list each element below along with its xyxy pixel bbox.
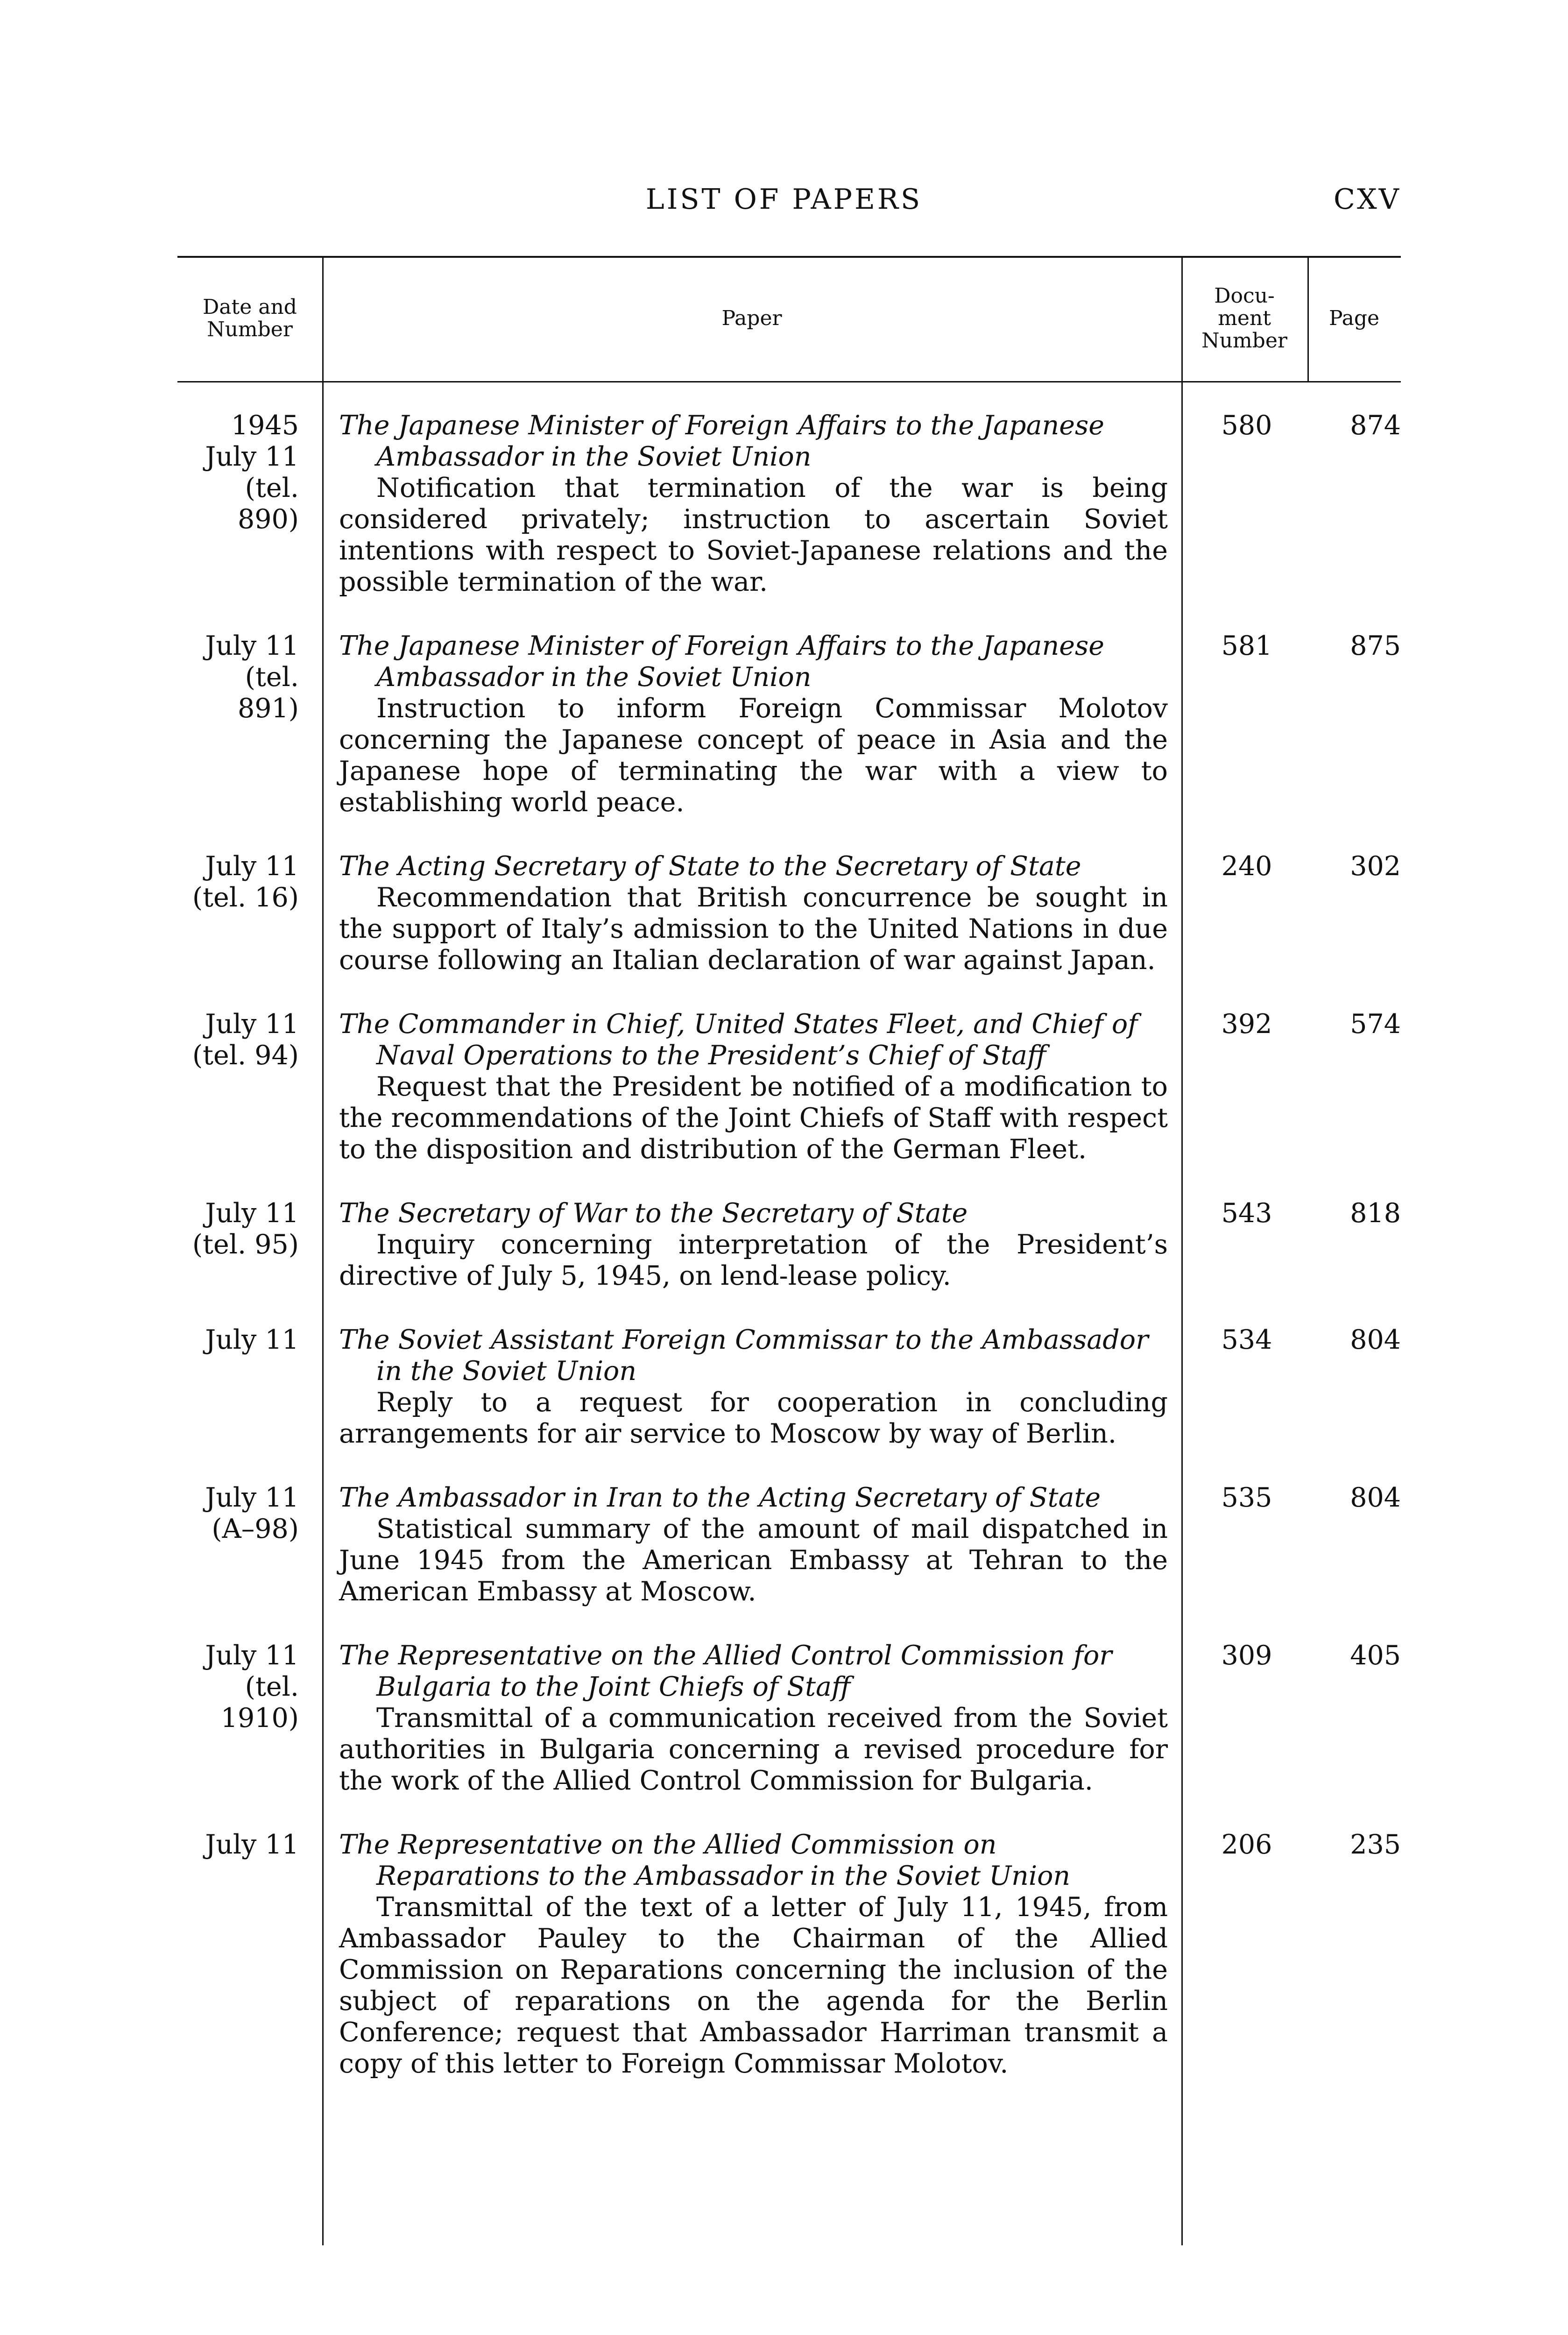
page-cell: 405 [1350, 1640, 1401, 1671]
document-number-cell: 535 [1221, 1482, 1272, 1513]
paper-summary: Transmittal of the text of a letter of July 11, 1945, from Ambassador Pauley to the Chairman of the Allied Commission on Reparations concerning the inclusion of the subject of reparations on the agenda for the Berlin Conference; request that Ambassador Harriman transmit a copy of this letter to Foreign Commissar Molotov. [339, 1892, 1168, 2079]
paper-title: The Commander in Chief, United States Fleet, and Chief of Naval Operations to the President’s Chief of Staff [339, 1009, 1138, 1071]
table-body [177, 410, 1401, 2112]
page-cell: 874 [1350, 410, 1401, 441]
table-row [177, 1198, 1401, 1292]
page-cell: 574 [1350, 1009, 1401, 1040]
paper-summary: Inquiry concerning interpretation of the President’s directive of July 5, 1945, on lend-lease policy. [339, 1229, 1168, 1291]
paper-cell [339, 1482, 1168, 1607]
list-of-papers-table [177, 256, 1401, 2245]
table-row [177, 1482, 1401, 1607]
paper-cell [339, 1324, 1168, 1450]
paper-title: The Japanese Minister of Foreign Affairs to the Japanese Ambassador in the Soviet Union [339, 630, 1104, 693]
table-row [177, 851, 1401, 976]
paper-cell [339, 851, 1168, 976]
paper-summary: Request that the President be notified of a modification to the recommendations of the Joint Chiefs of Staff with respect to the disposition and distribution of the German Fleet. [339, 1071, 1168, 1165]
paper-title: The Japanese Minister of Foreign Affairs to the Japanese Ambassador in the Soviet Union [339, 410, 1104, 472]
column-header-page: Page [1328, 306, 1380, 330]
paper-summary: Statistical summary of the amount of mail dispatched in June 1945 from the American Embassy at Tehran to the American Embassy at Moscow. [339, 1514, 1168, 1607]
page-header [0, 183, 1568, 225]
date-number-cell: July 11 (tel. 1910) [205, 1640, 299, 1734]
page-number: CXV [1334, 183, 1401, 216]
paper-title: The Ambassador in Iran to the Acting Secretary of State [339, 1482, 1101, 1513]
document-number-cell: 240 [1221, 851, 1272, 882]
paper-summary: Notification that termination of the war is being considered privately; instruction to ascertain Soviet intentions with respect to Soviet-Japanese relations and the possible termination of the war. [339, 473, 1168, 597]
document-number-cell: 392 [1221, 1009, 1272, 1040]
table-row [177, 1009, 1401, 1165]
paper-cell [339, 410, 1168, 598]
date-number-cell: July 11 (tel. 16) [192, 851, 299, 913]
table-row [177, 1640, 1401, 1797]
table-row [177, 1829, 1401, 2080]
paper-cell [339, 1829, 1168, 2080]
paper-summary: Instruction to inform Foreign Commissar Molotov concerning the Japanese concept of peace in Asia and the Japanese hope of terminating the war with a view to establishing world peace. [339, 693, 1168, 818]
page-cell: 818 [1350, 1198, 1401, 1229]
paper-title: The Soviet Assistant Foreign Commissar to the Ambassador in the Soviet Union [339, 1324, 1149, 1387]
column-header-document-number: Docu- ment Number [1201, 284, 1287, 353]
page-cell: 302 [1350, 851, 1401, 882]
page-cell: 804 [1350, 1324, 1401, 1355]
paper-cell [339, 630, 1168, 818]
document-number-cell: 206 [1221, 1829, 1272, 1860]
paper-title: The Representative on the Allied Commission on Reparations to the Ambassador in the Soviet Union [339, 1829, 1071, 1891]
document-number-cell: 534 [1221, 1324, 1272, 1355]
date-number-cell: 1945 July 11 (tel. 890) [205, 410, 299, 535]
date-number-cell: July 11 (tel. 94) [192, 1009, 299, 1071]
running-head: LIST OF PAPERS [645, 183, 923, 216]
date-number-cell: July 11 (tel. 891) [205, 630, 299, 724]
table-row [177, 410, 1401, 598]
paper-summary: Recommendation that British concurrence be sought in the support of Italy’s admission to the United Nations in due course following an Italian declaration of war against Japan. [339, 882, 1168, 976]
date-number-cell: July 11 (A–98) [205, 1482, 299, 1544]
page-cell: 875 [1350, 630, 1401, 661]
paper-title: The Representative on the Allied Control Commission for Bulgaria to the Joint Chiefs of Staff [339, 1640, 1112, 1702]
page-cell: 804 [1350, 1482, 1401, 1513]
paper-summary: Reply to a request for cooperation in concluding arrangements for air service to Moscow by way of Berlin. [339, 1387, 1168, 1449]
column-header-paper: Paper [721, 306, 782, 330]
page-cell: 235 [1350, 1829, 1401, 1860]
paper-title: The Acting Secretary of State to the Secretary of State [339, 851, 1081, 882]
paper-cell [339, 1198, 1168, 1292]
date-number-cell: July 11 [205, 1829, 299, 1860]
paper-summary: Transmittal of a communication received from the Soviet authorities in Bulgaria concerning a revised procedure for the work of the Allied Control Commission for Bulgaria. [339, 1703, 1168, 1796]
date-number-cell: July 11 [205, 1324, 299, 1355]
table-row [177, 630, 1401, 818]
document-number-cell: 581 [1221, 630, 1272, 661]
paper-cell [339, 1009, 1168, 1165]
table-header-rule [177, 381, 1401, 382]
date-number-cell: July 11 (tel. 95) [192, 1198, 299, 1260]
table-row [177, 1324, 1401, 1450]
document-number-cell: 580 [1221, 410, 1272, 441]
column-header-date: Date and Number [203, 295, 297, 341]
paper-cell [339, 1640, 1168, 1797]
document-number-cell: 543 [1221, 1198, 1272, 1229]
paper-title: The Secretary of War to the Secretary of State [339, 1198, 968, 1229]
document-number-cell: 309 [1221, 1640, 1272, 1671]
